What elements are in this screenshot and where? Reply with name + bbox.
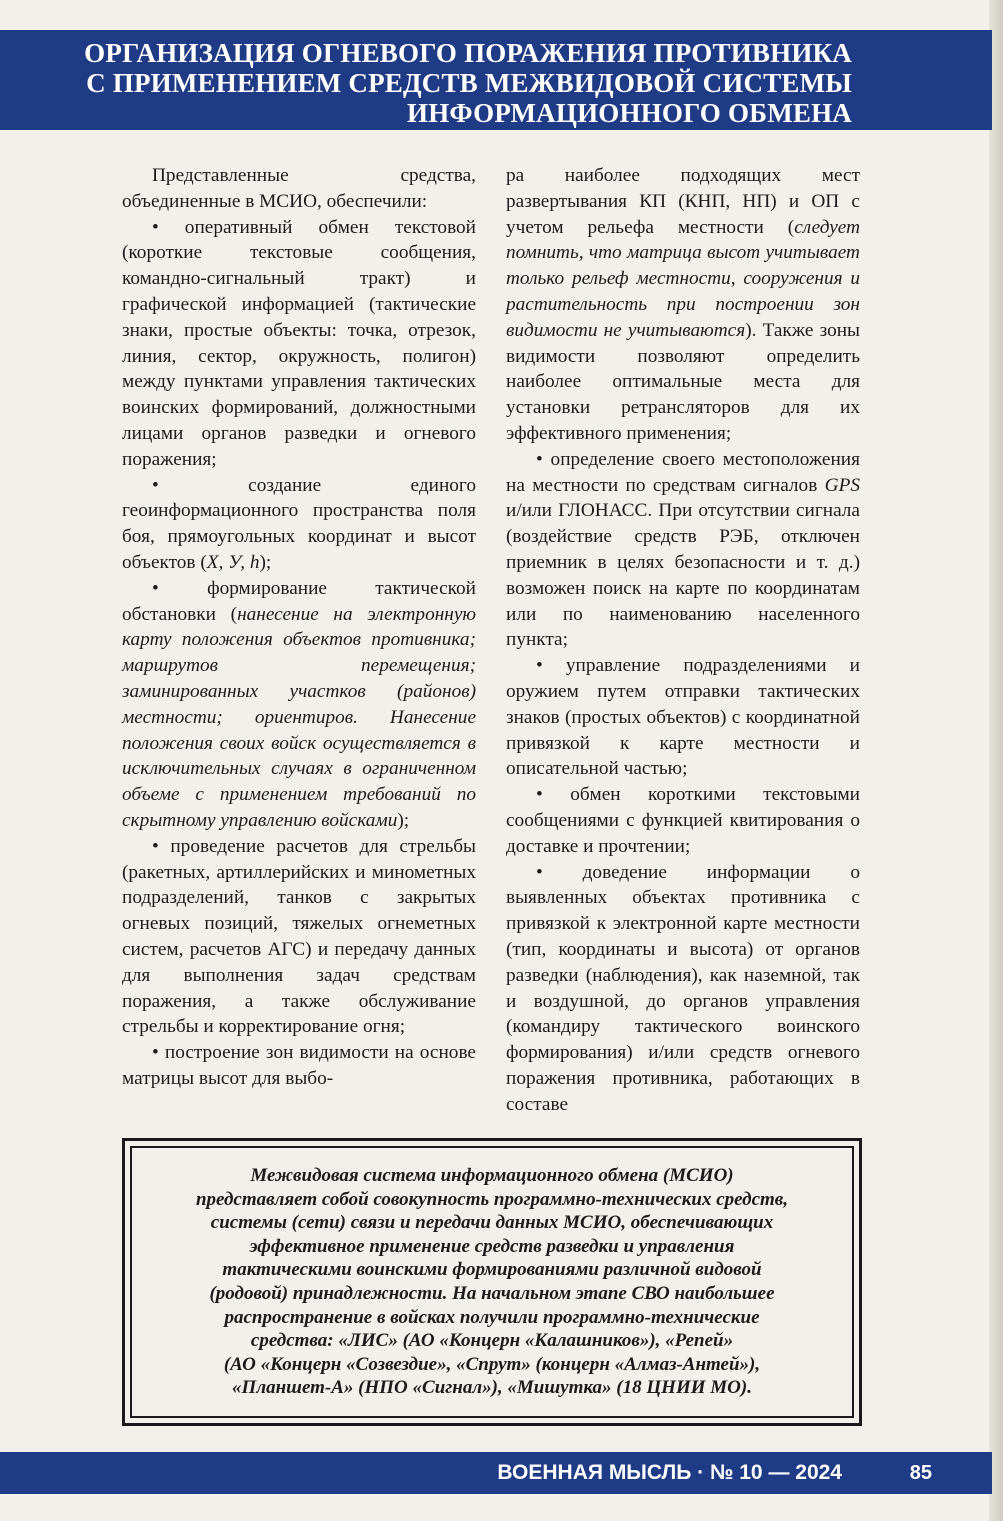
header-title-line-2: С ПРИМЕНЕНИЕМ СРЕДСТВ МЕЖВИДОВОЙ СИСТЕМЫ bbox=[86, 68, 852, 98]
definition-line: тактическими воинскими формированиями различной видовой bbox=[222, 1259, 762, 1281]
bullet-item bbox=[122, 834, 476, 1040]
bullet-text: создание единого геоинформационного пространства поля боя, прямоугольных координат и высот объектов ( bbox=[122, 474, 476, 573]
definition-line: представляет собой совокупность программно-технических средств, bbox=[195, 1188, 789, 1210]
definition-line: средства: «ЛИС» (АО «Концерн «Калашников»), «Репей» bbox=[250, 1330, 734, 1352]
bullet-item bbox=[122, 1040, 476, 1092]
page-footer bbox=[0, 1452, 992, 1494]
bullet-icon: • bbox=[536, 784, 543, 806]
bullet-italic-text: следует помнить, что матрица высот учитывает только рельеф местности, сооружения и растительность при построении зон видимости не учитываются bbox=[506, 216, 860, 341]
header-title-line-3: ИНФОРМАЦИОННОГО ОБМЕНА bbox=[407, 98, 852, 128]
article-header bbox=[0, 30, 992, 130]
bullet-icon: • bbox=[152, 216, 159, 238]
coordinate-variables: X, У, h bbox=[206, 551, 260, 573]
text-column-right bbox=[506, 163, 860, 1117]
bullet-italic-text: нанесение на электронную карту положения объектов противника; маршрутов перемещения; заминированных участков (районов) местности; ориентиров. Нанесение положения своих войск осуществляется в исключительных случаях в ограниченном объеме с применением требований по скрытному управлению войсками bbox=[122, 603, 476, 831]
bullet-text: ). Также зоны видимости позволяют определить наиболее оптимальные места для установки ретрансляторов для их эффективного применения; bbox=[506, 319, 860, 444]
header-title-line-1: ОРГАНИЗАЦИЯ ОГНЕВОГО ПОРАЖЕНИЯ ПРОТИВНИКА bbox=[84, 38, 852, 68]
bullet-text: и/или ГЛОНАСС. При отсутствии сигнала (воздействие средств РЭБ, отключен приемник в целях безопасности и т. д.) возможен поиск на карте по координатам или по наименованию населенного пункта; bbox=[506, 500, 860, 651]
bullet-text: оперативный обмен текстовой (короткие текстовые сообщения, командно-сигнальный тракт) и графической информацией (тактические знаки, простые объекты: точка, отрезок, линия, сектор, окружность, полигон) между пунктами управления тактических воинских формирований, должностными лицами органов разведки и огневого поражения; bbox=[122, 216, 477, 470]
definition-line: эффективное применение средств разведки и управления bbox=[249, 1235, 735, 1257]
bullet-text: формирование тактической обстановки ( bbox=[122, 577, 476, 625]
bullet-text: ); bbox=[397, 809, 410, 831]
bullet-icon: • bbox=[536, 448, 543, 470]
bullet-item bbox=[506, 653, 860, 782]
text-column-left bbox=[122, 163, 476, 1092]
definition-box-inner bbox=[130, 1146, 854, 1418]
definition-box bbox=[122, 1138, 862, 1426]
bullet-icon: • bbox=[536, 655, 543, 677]
definition-line: (АО «Концерн «Созвездие», «Спрут» (концерн «Алмаз-Антей»), bbox=[223, 1353, 761, 1375]
bullet-icon: • bbox=[152, 474, 159, 496]
bullet-text: управление подразделениями и оружием путем отправки тактических знаков (простых объектов) с координатной привязкой к карте местности и описательной частью; bbox=[506, 655, 860, 780]
definition-line: распространение в войсках получили программно-технические bbox=[224, 1306, 760, 1328]
bullet-item bbox=[122, 473, 476, 576]
bullet-item bbox=[122, 215, 476, 473]
definition-line: Межвидовая система информационного обмена (МСИО) bbox=[250, 1165, 734, 1186]
definition-line: системы (сети) связи и передачи данных МСИО, обеспечивающих bbox=[210, 1212, 774, 1234]
definition-line: «Планшет-А» (НПО «Сигнал»), «Мишутка» (18 ЦНИИ МО). bbox=[232, 1377, 752, 1399]
paragraph-intro: Представленные средства, объединенные в МСИО, обеспечили: bbox=[122, 165, 476, 212]
bullet-icon: • bbox=[152, 577, 159, 599]
bullet-icon: • bbox=[152, 835, 159, 857]
bullet-icon: • bbox=[536, 861, 543, 883]
bullet-item bbox=[122, 576, 476, 834]
bullet-text: проведение расчетов для стрельбы (ракетных, артиллерийских и минометных подразделений, танков с закрытых огневых позиций, тяжелых огнеметных систем, расчетов АГС) и передачу данных для выполнения задач средствам поражения, а также обслуживание стрельбы и корректирование огня; bbox=[122, 835, 477, 1038]
page-number: 85 bbox=[909, 1462, 932, 1484]
bullet-text: ); bbox=[259, 551, 272, 573]
definition-line: (родовой) принадлежности. На начальном этапе СВО наибольшее bbox=[209, 1282, 775, 1304]
bullet-text: построение зон видимости на основе матрицы высот для выбо- bbox=[122, 1042, 476, 1089]
bullet-text: ра наиболее подходящих мест развертывания КП (КНП, НП) и ОП с учетом рельефа местности ( bbox=[506, 165, 860, 238]
bullet-icon: • bbox=[152, 1042, 159, 1064]
journal-title: ВОЕННАЯ МЫСЛЬ · № 10 — 2024 bbox=[497, 1461, 842, 1484]
gps-term: GPS bbox=[824, 474, 860, 496]
bullet-item bbox=[506, 782, 860, 859]
page-edge bbox=[989, 0, 1003, 1521]
bullet-text: определение своего местоположения на местности по средствам сигналов bbox=[506, 448, 860, 496]
bullet-item bbox=[506, 860, 860, 1118]
bullet-text: обмен короткими текстовыми сообщениями с функцией квитирования о доставке и прочтении; bbox=[506, 784, 860, 857]
bullet-item-continued bbox=[506, 163, 860, 447]
bullet-item bbox=[506, 447, 860, 653]
bullet-text: доведение информации о выявленных объектах противника с привязкой к электронной карте местности (тип, координаты и высота) от органов разведки (наблюдения), как наземной, так и воздушной, до органов управления (командиру тактического воинского формирования) и/или средств огневого поражения противника, работающих в составе bbox=[506, 861, 860, 1115]
